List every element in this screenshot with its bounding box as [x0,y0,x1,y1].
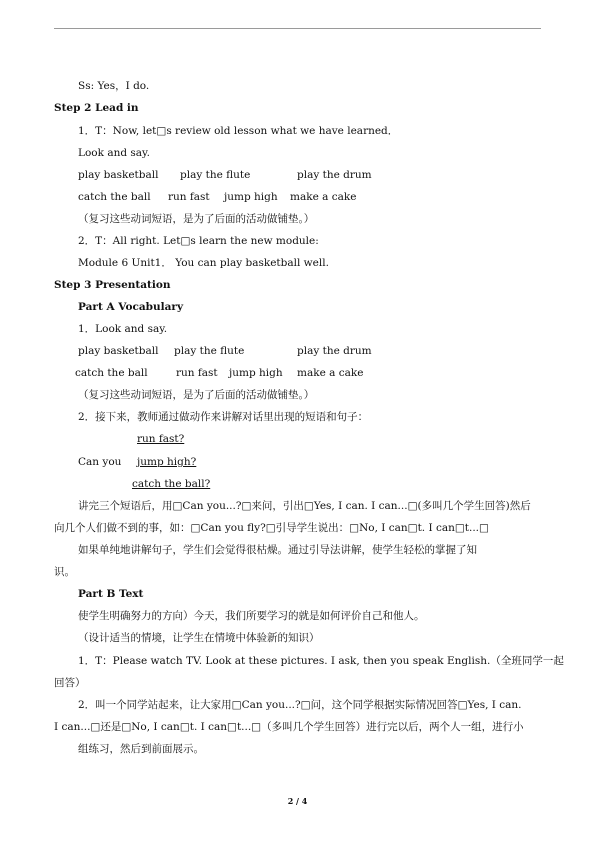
phrase: make a cake [297,367,364,379]
text-line: 回答） [54,677,86,689]
text-line: （复习这些动词短语，是为了后面的活动做铺垫。） [78,389,315,401]
phrase: catch the ball [78,191,151,203]
text-line: 组练习，然后到前面展示。 [78,743,204,755]
phrase: run fast [168,191,210,203]
phrase: play basketball [78,345,159,357]
text-line: 1．T：Now, let□s review old lesson what we have learned． [78,125,399,137]
sub-heading: Part A Vocabulary [78,301,184,313]
text-line: （设计适当的情境，让学生在情境中体验新的知识） [78,632,320,644]
phrase: make a cake [290,191,357,203]
text-line: Look and say. [78,147,150,159]
section-heading: Step 2 Lead in [54,102,139,114]
text-line: 识。 [54,566,75,578]
header-rule [54,28,541,29]
text-line: （复习这些动词短语，是为了后面的活动做铺垫。） [78,213,315,225]
underlined-phrase: catch the ball? [132,478,211,490]
text-line: 1．T：Please watch TV. Look at these pictures. I ask, then you speak English.（全班同学一起 [78,655,564,667]
phrase: play the drum [297,345,372,357]
text-line: 使学生明确努力的方向）今天，我们所要学习的就是如何评价自己和他人。 [78,610,425,622]
text-line: 讲完三个短语后，用□Can you...?□来问，引出□Yes, I can. I can...□(多叫几个学生回答)然后 [78,500,531,512]
sub-heading: Part B Text [78,588,144,600]
phrase: jump high [224,191,278,203]
text-line: 2．T：All right. Let□s learn the new module: [78,235,319,247]
text-line: 2．叫一个同学站起来，让大家用□Can you...?□问，这个同学根据实际情况回答□Yes, I can. [78,699,522,711]
text-line: 如果单纯地讲解句子，学生们会觉得很枯燥。通过引导法讲解，使学生轻松的掌握了知 [78,544,477,556]
phrase: run fast [176,367,218,379]
phrase: play basketball [78,169,159,181]
phrase: play the flute [180,169,251,181]
section-heading: Step 3 Presentation [54,279,171,291]
text-line: 1．Look and say. [78,323,168,335]
phrase: play the drum [297,169,372,181]
text-line: 2．接下来，教师通过做动作来讲解对话里出现的短语和句子： [78,411,369,423]
underlined-phrase: jump high? [137,456,197,468]
text-line: Can you [78,456,122,468]
text-line: 向几个人们做不到的事，如：□Can you fly?□引导学生说出：□No, I can□t. I can□t...□ [54,522,489,534]
page-number: 2 / 4 [287,796,308,806]
text-line: I can...□还是□No, I can□t. I can□t...□（多叫几个学生回答）进行完以后，两个人一组，进行小 [54,721,524,733]
text-line: Ss: Yes，I do. [78,80,150,92]
phrase: jump high [229,367,283,379]
phrase: catch the ball [75,367,148,379]
phrase: play the flute [174,345,245,357]
underlined-phrase: run fast? [137,433,185,445]
text-line: Module 6 Unit1． You can play basketball well. [78,257,329,269]
